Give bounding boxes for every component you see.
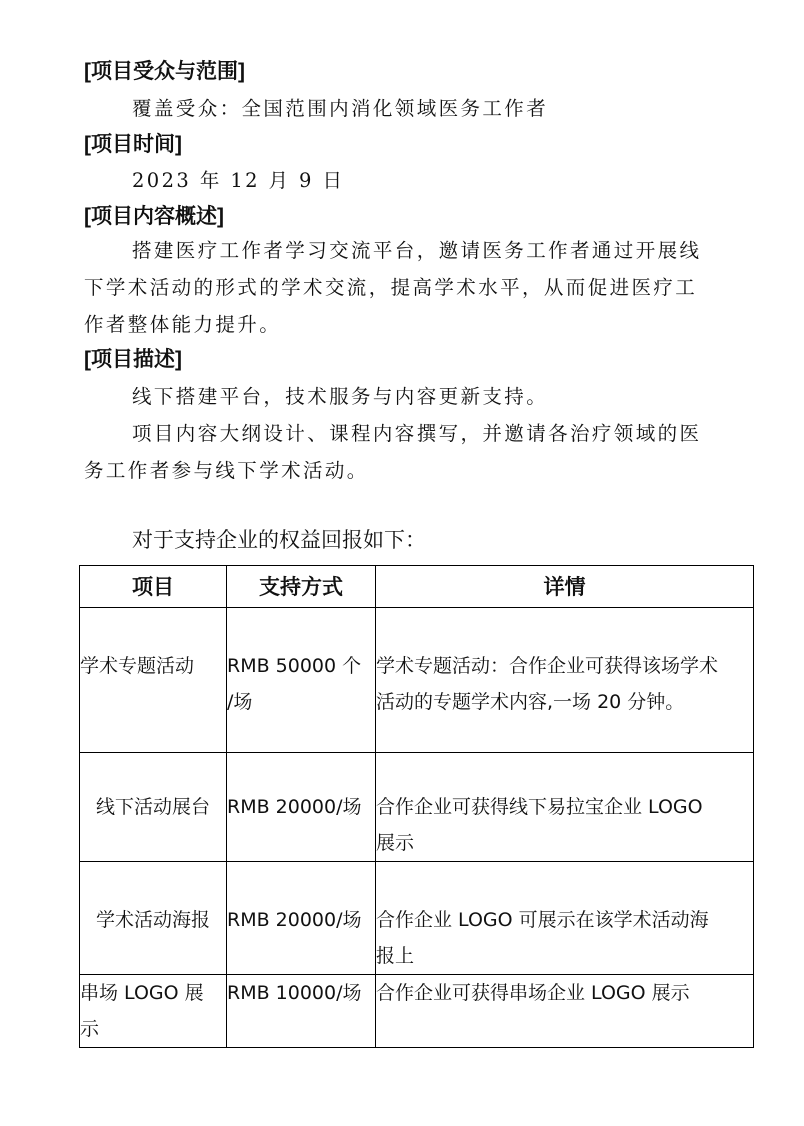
table-row <box>80 862 754 975</box>
section-heading-description: [项目描述] <box>84 348 182 371</box>
cell-detail <box>376 753 754 862</box>
cell-method <box>227 608 376 753</box>
table-row <box>80 608 754 753</box>
section-body-overview <box>84 232 764 343</box>
table-header-row <box>80 566 754 608</box>
body-line: 下学术活动的形式的学术交流，提高学术水平，从而促进医疗工 <box>84 276 698 299</box>
body-line: 线下搭建平台，技术服务与内容更新支持。 <box>132 385 549 408</box>
cell-method <box>227 975 376 1048</box>
benefits-intro: 对于支持企业的权益回报如下： <box>132 528 426 552</box>
cell-line: /场 <box>227 691 253 713</box>
table-row <box>80 975 754 1048</box>
body-line: 项目内容大纲设计、课程内容撰写，并邀请各治疗领域的医 <box>132 422 702 445</box>
section-body-description <box>84 378 764 489</box>
cell-item <box>80 975 227 1048</box>
cell-line: RMB 20000/场 <box>227 909 362 931</box>
cell-line: 合作企业可获得线下易拉宝企业 LOGO <box>376 796 703 818</box>
cell-item <box>80 862 227 975</box>
body-line: 作者整体能力提升。 <box>84 313 282 336</box>
cell-line: 示 <box>80 1018 100 1040</box>
section-body-time <box>84 162 764 199</box>
cell-line: 报上 <box>376 945 415 967</box>
cell-line: 活动的专题学术内容,一场 20 分钟。 <box>376 691 685 713</box>
cell-line: RMB 10000/场 <box>227 982 362 1004</box>
cell-method <box>227 862 376 975</box>
body-line: 2023 年 12 月 9 日 <box>132 169 345 192</box>
cell-line: 合作企业可获得串场企业 LOGO 展示 <box>376 982 690 1004</box>
section-heading-time: [项目时间] <box>84 133 182 156</box>
cell-line: 合作企业 LOGO 可展示在该学术活动海 <box>376 909 709 931</box>
table-row <box>80 753 754 862</box>
body-line: 搭建医疗工作者学习交流平台，邀请医务工作者通过开展线 <box>132 239 702 262</box>
cell-detail <box>376 975 754 1048</box>
cell-line: 学术活动海报 <box>95 909 210 931</box>
cell-line: 线下活动展台 <box>95 796 210 818</box>
cell-line: 学术专题活动 <box>80 655 195 677</box>
cell-line: RMB 50000 个 <box>227 655 362 677</box>
cell-line: 串场 LOGO 展 <box>80 982 204 1004</box>
cell-detail <box>376 862 754 975</box>
section-body-audience <box>84 90 764 127</box>
column-header-detail: 详情 <box>376 566 754 608</box>
body-line: 务工作者参与线下学术活动。 <box>84 459 369 482</box>
cell-item <box>80 608 227 753</box>
section-heading-overview: [项目内容概述] <box>84 205 224 228</box>
cell-line: 学术专题活动：合作企业可获得该场学术 <box>376 655 719 677</box>
section-heading-audience: [项目受众与范围] <box>84 60 245 83</box>
cell-detail <box>376 608 754 753</box>
body-line: 覆盖受众：全国范围内消化领域医务工作者 <box>132 97 549 120</box>
benefits-table <box>79 565 754 1048</box>
column-header-item: 项目 <box>80 566 227 608</box>
cell-line: RMB 20000/场 <box>227 796 362 818</box>
cell-method <box>227 753 376 862</box>
cell-item <box>80 753 227 862</box>
column-header-method: 支持方式 <box>227 566 376 608</box>
cell-line: 展示 <box>376 832 415 854</box>
